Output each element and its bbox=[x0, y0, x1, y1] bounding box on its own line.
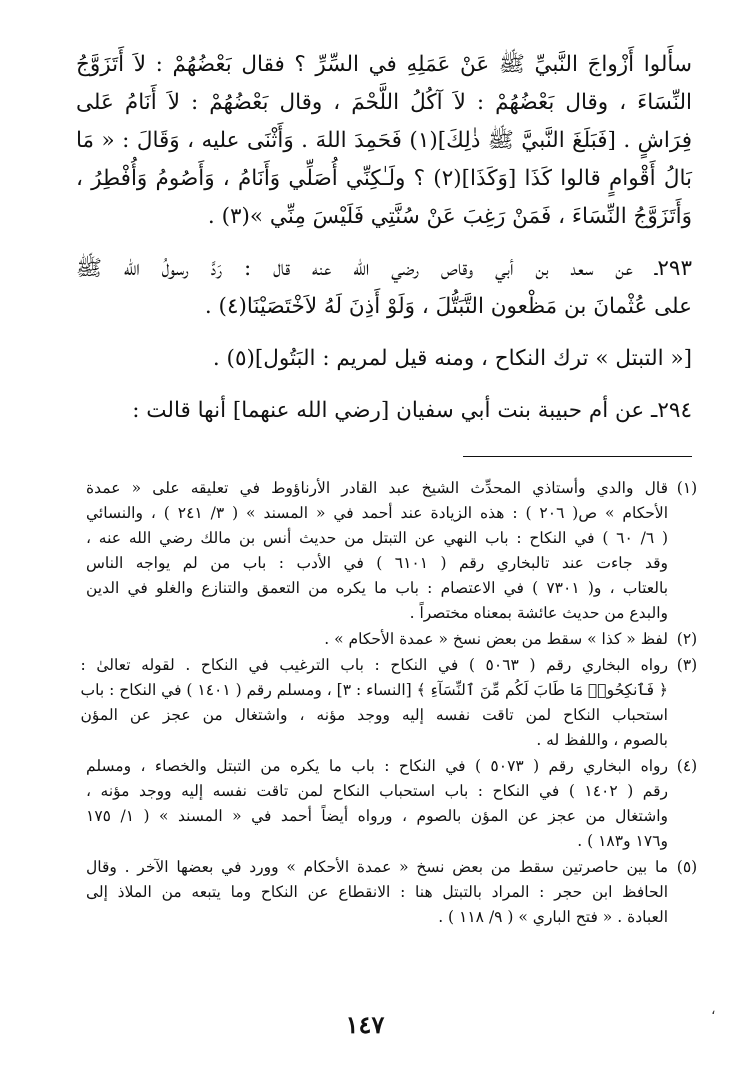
footnote-4 bbox=[86, 754, 706, 854]
footnote-line: رواه البخاري رقم ( ٥٠٦٣ ) في النكاح : باب الترغيب في النكاح . لقوله تعالىٰ : bbox=[80, 656, 668, 674]
text-line: النِّسَاءَ ، وقال بَعْضُهُمْ : لاَ آكُلُ اللَّحْمَ ، وقال بَعْضُهُمْ : لاَ أَنَامُ عَلى bbox=[76, 90, 692, 115]
main-text bbox=[76, 46, 692, 430]
footnote-divider bbox=[463, 456, 692, 457]
footnote-line: لفظ « كذا » سقط من بعض نسخ « عمدة الأحكام » . bbox=[324, 630, 668, 648]
footnote-line: ما بين حاصرتين سقط من بعض نسخ « عمدة الأحكام » وورد في بعضها الآخر . وقال bbox=[86, 858, 668, 876]
footnote-body bbox=[86, 754, 668, 854]
footnote-number: (٤) bbox=[676, 757, 698, 775]
margin-mark: ، bbox=[711, 1002, 716, 1018]
text-line: فِرَاشٍ . [فَبَلَغَ النَّبيَّ ﷺ ذٰلِكَ](١) فَحَمِدَ اللهَ . وَأَثْنَى عليه ، وَقَالَ : « مَا bbox=[76, 128, 692, 153]
footnote-body bbox=[86, 627, 668, 652]
footnote-line: بالعتاب ، و( ٧٣٠١ ) في الاعتصام : باب ما يكره من التعمق والتنازع والغلو في الدين bbox=[86, 579, 669, 597]
footnote-line: العبادة . « فتح الباري » ( ٩/ ١١٨ ) . bbox=[438, 908, 668, 926]
text-line: سأَلوا أَزْواجَ النَّبيِّ ﷺ عَنْ عَمَلِهِ في السِّرِّ ؟ فقال بَعْضُهُمْ : لاَ أَتَزَوَّجُ bbox=[76, 52, 692, 77]
footnote-5 bbox=[86, 855, 706, 930]
definition-paragraph bbox=[76, 340, 692, 378]
footnote-number: (١) bbox=[676, 479, 698, 497]
footnote-line: رقم ( ١٤٠٢ ) في النكاح : باب استحباب النكاح لمن تاقت نفسه إليه ووجد مؤنه ، bbox=[86, 782, 668, 800]
footnote-line: والبدع من حديث عائشة بمعناه مختصراً . bbox=[409, 604, 668, 622]
footnote-number: (٥) bbox=[676, 858, 698, 876]
hadith-294-paragraph bbox=[76, 392, 692, 430]
footnote-line: رواه البخاري رقم ( ٥٠٧٣ ) في النكاح : باب ما يكره من التبتل والخصاء ، ومسلم bbox=[86, 757, 669, 775]
hadith-text-paragraph bbox=[76, 46, 692, 236]
footnote-body bbox=[86, 855, 668, 930]
footnote-body bbox=[86, 476, 668, 626]
footnote-line: واشتغال من عجز عن المؤن بالصوم ، ورواه أيضاً أحمد في « المسند » ( ١/ ١٧٥ bbox=[86, 807, 669, 825]
text-line: بَالُ أَقْوامٍ قالوا كَذَا [وَكَذَا](٢) ؟ ولَـٰكِنِّي أُصَلِّي وَأَنَامُ ، وَأَصُومُ وَأُفْطِرُ ، bbox=[76, 166, 692, 191]
page-number: ١٤٧ bbox=[345, 1010, 385, 1039]
footnote-line: الأحكام » ص( ٢٠٦ ) : هذه الزيادة عند أحمد في « المسند » ( ٣/ ٢٤١ ) ، والنسائي bbox=[86, 504, 668, 522]
footnote-number: (٢) bbox=[676, 630, 698, 648]
footnote-line: بالصوم ، واللفظ له . bbox=[536, 731, 668, 749]
footnote-line: ( ٦/ ٦٠ ) في النكاح : باب النهي عن التبتل من حديث أنس بن مالك رضي الله عنه ، bbox=[86, 529, 668, 547]
footnote-line: استحباب النكاح لمن تاقت نفسه إليه ووجد مؤنه ، واشتغال من عجز عن المؤن bbox=[80, 706, 668, 724]
footnote-line: وقد جاءت عند تالبخاري رقم ( ٦١٠١ ) في الأدب : باب من لم يواجه الناس bbox=[86, 554, 669, 572]
footnote-line: ﴿ فَٱنكِحُوا۟ مَا طَابَ لَكُم مِّنَ ٱلنِّسَآءِ ﴾ [النساء : ٣] ، ومسلم رقم ( ١٤٠١ ) في النكاح : باب bbox=[80, 681, 668, 699]
text-line: ٢٩٣ـ عن سعد بن أبي وقاص رضي الله عنه قال : رَدَّ رسولُ الله ﷺ bbox=[76, 256, 692, 281]
footnote-2 bbox=[86, 627, 706, 652]
footnote-1 bbox=[86, 476, 706, 626]
footnote-line: و١٧٦ و١٨٣ ) . bbox=[577, 832, 668, 850]
text-line: وَأَتَزَوَّجُ النِّسَاءَ ، فَمَنْ رَغِبَ عَنْ سُنَّتِي فَلَيْسَ مِنِّي »(٣) . bbox=[207, 204, 692, 229]
footnote-body bbox=[81, 653, 668, 753]
footnote-line: قال والدي وأستاذي المحدِّث الشيخ عبد القادر الأرناؤوط في تعليقه على « عمدة bbox=[86, 479, 668, 497]
footnote-number: (٣) bbox=[676, 656, 698, 674]
footnote-3 bbox=[80, 653, 706, 753]
footnote-line: الحافظ ابن حجر : المراد بالتبتل هنا : الانقطاع عن النكاح وما يتبعه من الملاذ إلى bbox=[86, 883, 668, 901]
hadith-293-paragraph bbox=[76, 250, 692, 326]
text-line: على عُثْمانَ بن مَظْعون التَّبَتُّلَ ، وَلَوْ أَذِنَ لَهُ لاَخْتَصَيْنَا(٤) . bbox=[204, 294, 692, 319]
text-line: [« التبتل » ترك النكاح ، ومنه قيل لمريم : البَتُول](٥) . bbox=[212, 346, 692, 371]
footnotes bbox=[80, 476, 706, 931]
text-line: ٢٩٤ـ عن أم حبيبة بنت أبي سفيان [رضي الله عنهما] أنها قالت : bbox=[132, 398, 692, 423]
